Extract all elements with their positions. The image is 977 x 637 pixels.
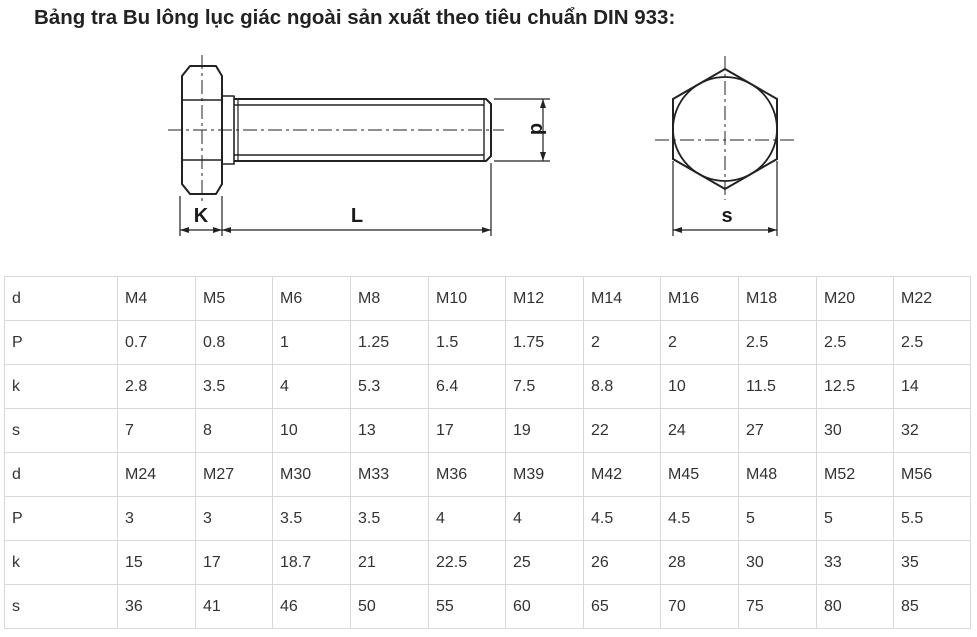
table-cell: M5 <box>196 277 273 321</box>
bolt-spec-table <box>4 276 971 629</box>
table-cell: 3.5 <box>196 365 273 409</box>
table-cell: 21 <box>351 541 429 585</box>
table-cell: 1.75 <box>506 321 584 365</box>
table-cell: M22 <box>894 277 971 321</box>
table-cell: 12.5 <box>817 365 894 409</box>
table-cell: M8 <box>351 277 429 321</box>
table-cell: M45 <box>661 453 739 497</box>
table-cell: 18.7 <box>273 541 351 585</box>
table-cell: 4.5 <box>661 497 739 541</box>
table-cell: 22.5 <box>429 541 506 585</box>
table-cell: M10 <box>429 277 506 321</box>
row-header-cell: P <box>5 497 118 541</box>
table-row <box>5 277 971 321</box>
table-cell: 26 <box>584 541 661 585</box>
table-row <box>5 497 971 541</box>
table-cell: 36 <box>118 585 196 629</box>
table-cell: 22 <box>584 409 661 453</box>
table-cell: 46 <box>273 585 351 629</box>
table-cell: 33 <box>817 541 894 585</box>
table-cell: 27 <box>739 409 817 453</box>
bolt-diagram <box>0 0 977 250</box>
table-cell: 85 <box>894 585 971 629</box>
table-cell: 2 <box>661 321 739 365</box>
row-header-cell: P <box>5 321 118 365</box>
table-cell: M56 <box>894 453 971 497</box>
table-cell: 2.8 <box>118 365 196 409</box>
table-cell: M12 <box>506 277 584 321</box>
table-cell: 0.7 <box>118 321 196 365</box>
table-cell: 5 <box>817 497 894 541</box>
table-cell: M33 <box>351 453 429 497</box>
row-header-cell: d <box>5 453 118 497</box>
table-cell: 41 <box>196 585 273 629</box>
table-cell: M52 <box>817 453 894 497</box>
table-row <box>5 365 971 409</box>
table-cell: M39 <box>506 453 584 497</box>
table-cell: M14 <box>584 277 661 321</box>
table-cell: 5.3 <box>351 365 429 409</box>
table-cell: 3.5 <box>273 497 351 541</box>
table-cell: 80 <box>817 585 894 629</box>
table-cell: 25 <box>506 541 584 585</box>
table-cell: 13 <box>351 409 429 453</box>
table-cell: 6.4 <box>429 365 506 409</box>
table-cell: 15 <box>118 541 196 585</box>
table-cell: 5.5 <box>894 497 971 541</box>
table-cell: 30 <box>817 409 894 453</box>
page-title: Bảng tra Bu lông lục giác ngoài sản xuất theo tiêu chuẩn DIN 933: <box>34 6 676 29</box>
table-cell: 75 <box>739 585 817 629</box>
table-cell: M42 <box>584 453 661 497</box>
table-cell: M18 <box>739 277 817 321</box>
table-cell: 10 <box>273 409 351 453</box>
table-cell: 11.5 <box>739 365 817 409</box>
label-d: d <box>526 122 548 136</box>
row-header-cell: d <box>5 277 118 321</box>
table-cell: 14 <box>894 365 971 409</box>
table-cell: 7 <box>118 409 196 453</box>
table-cell: 1.5 <box>429 321 506 365</box>
table-cell: M4 <box>118 277 196 321</box>
table-cell: 4.5 <box>584 497 661 541</box>
spec-table-body <box>5 277 971 629</box>
table-cell: 35 <box>894 541 971 585</box>
table-cell: 17 <box>196 541 273 585</box>
row-header-cell: k <box>5 365 118 409</box>
table-cell: M27 <box>196 453 273 497</box>
table-cell: 7.5 <box>506 365 584 409</box>
row-header-cell: k <box>5 541 118 585</box>
table-cell: 4 <box>273 365 351 409</box>
table-cell: M16 <box>661 277 739 321</box>
table-row <box>5 321 971 365</box>
table-cell: 30 <box>739 541 817 585</box>
table-cell: 4 <box>429 497 506 541</box>
table-cell: M20 <box>817 277 894 321</box>
table-row <box>5 453 971 497</box>
table-cell: 32 <box>894 409 971 453</box>
table-cell: 65 <box>584 585 661 629</box>
table-cell: 70 <box>661 585 739 629</box>
table-cell: 1.25 <box>351 321 429 365</box>
table-cell: 1 <box>273 321 351 365</box>
table-cell: 0.8 <box>196 321 273 365</box>
table-row <box>5 541 971 585</box>
label-s: s <box>721 205 733 227</box>
table-cell: 3 <box>118 497 196 541</box>
label-l: L <box>350 205 364 227</box>
table-cell: 28 <box>661 541 739 585</box>
table-cell: 2.5 <box>739 321 817 365</box>
row-header-cell: s <box>5 409 118 453</box>
table-row <box>5 409 971 453</box>
table-cell: 2 <box>584 321 661 365</box>
table-row <box>5 585 971 629</box>
row-header-cell: s <box>5 585 118 629</box>
table-cell: 19 <box>506 409 584 453</box>
table-cell: 2.5 <box>894 321 971 365</box>
table-cell: 10 <box>661 365 739 409</box>
table-cell: 50 <box>351 585 429 629</box>
table-cell: 55 <box>429 585 506 629</box>
table-cell: 2.5 <box>817 321 894 365</box>
table-cell: 24 <box>661 409 739 453</box>
table-cell: M24 <box>118 453 196 497</box>
table-cell: 60 <box>506 585 584 629</box>
table-cell: 5 <box>739 497 817 541</box>
table-cell: 8 <box>196 409 273 453</box>
table-cell: M48 <box>739 453 817 497</box>
table-cell: M36 <box>429 453 506 497</box>
table-cell: M30 <box>273 453 351 497</box>
table-cell: M6 <box>273 277 351 321</box>
table-cell: 17 <box>429 409 506 453</box>
table-cell: 3.5 <box>351 497 429 541</box>
table-cell: 3 <box>196 497 273 541</box>
label-k: K <box>193 205 209 227</box>
table-cell: 8.8 <box>584 365 661 409</box>
table-cell: 4 <box>506 497 584 541</box>
